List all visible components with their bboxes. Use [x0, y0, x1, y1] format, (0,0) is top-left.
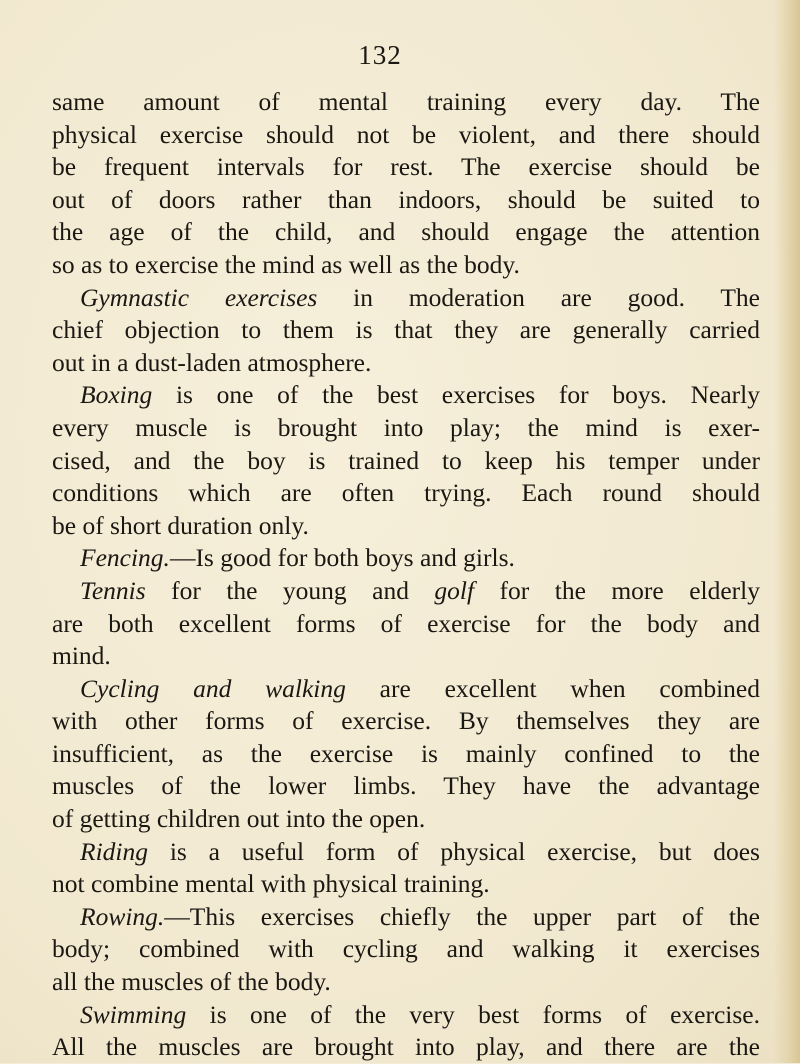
italic-term: Boxing — [80, 380, 153, 410]
text-run: be of short duration only. — [52, 510, 309, 540]
body-text — [52, 86, 760, 1064]
text-run: All the muscles are brought into play, and there are the — [52, 1032, 760, 1062]
text-run: for the more elderly — [474, 575, 760, 605]
text-run: all the muscles of the body. — [52, 967, 331, 997]
text-line — [52, 999, 760, 1032]
text-run: body; combined with cycling and walking it exercises — [52, 934, 760, 964]
text-line — [52, 216, 760, 249]
text-run: same amount of mental training every day. The — [52, 87, 760, 116]
text-line — [52, 770, 760, 803]
text-line — [52, 868, 760, 901]
text-line — [52, 966, 760, 999]
italic-term: Rowing. — [80, 901, 165, 931]
text-line — [52, 575, 760, 608]
text-line — [52, 608, 760, 641]
text-line — [52, 477, 760, 510]
page-edge-shadow — [774, 0, 800, 1063]
text-run: so as to exercise the mind as well as the body. — [52, 249, 520, 279]
text-run: insufficient, as the exercise is mainly confined to the — [52, 738, 760, 768]
text-run: cised, and the boy is trained to keep his temper under — [52, 445, 760, 475]
text-run: are both excellent forms of exercise for the body and — [52, 608, 760, 638]
text-line — [52, 510, 760, 543]
italic-term: Cycling and walking — [80, 673, 346, 703]
text-line — [52, 119, 760, 152]
text-line — [52, 249, 760, 282]
text-run: chief objection to them is that they are generally carried — [52, 315, 760, 345]
text-run: not combine mental with physical training. — [52, 869, 490, 899]
text-run: every muscle is brought into play; the mind is exer- — [52, 412, 760, 442]
text-line — [52, 184, 760, 217]
text-line — [52, 640, 760, 673]
text-run: are excellent when combined — [345, 673, 760, 703]
text-line — [52, 86, 760, 119]
text-line — [52, 314, 760, 347]
text-line — [52, 705, 760, 738]
italic-term: Swimming — [80, 999, 187, 1029]
text-run: with other forms of exercise. By themselves they are — [52, 706, 760, 736]
italic-term: golf — [434, 575, 475, 605]
text-run: physical exercise should not be violent, and there should — [52, 119, 760, 149]
italic-term: Gymnastic exercises — [80, 282, 318, 312]
italic-term: Tennis — [80, 575, 146, 605]
italic-term: Fencing. — [80, 543, 170, 573]
text-run: —This exercises chiefly the upper part of the — [164, 901, 760, 931]
text-line — [52, 542, 760, 575]
text-line — [52, 1031, 760, 1064]
text-line — [52, 379, 760, 412]
text-run: the age of the child, and should engage the attention — [52, 217, 760, 247]
text-run: is a useful form of physical exercise, but does — [148, 836, 760, 866]
text-line — [52, 347, 760, 380]
text-line — [52, 412, 760, 445]
text-line — [52, 673, 760, 706]
page-number: 132 — [358, 40, 402, 70]
text-run: conditions which are often trying. Each round should — [52, 478, 760, 508]
text-run: of getting children out into the open. — [52, 804, 426, 834]
text-line — [52, 282, 760, 315]
italic-term: Riding — [80, 836, 148, 866]
text-run: out of doors rather than indoors, should be suited to — [52, 184, 760, 214]
text-run: be frequent intervals for rest. The exercise should be — [52, 152, 760, 182]
text-run: muscles of the lower limbs. They have the advantage — [52, 771, 760, 801]
text-run: is one of the very best forms of exercise. — [186, 999, 760, 1029]
text-line — [52, 836, 760, 869]
text-line — [52, 933, 760, 966]
text-run: for the young and — [145, 575, 435, 605]
text-run: is one of the best exercises for boys. Nearly — [152, 380, 760, 410]
text-line — [52, 803, 760, 836]
text-line — [52, 901, 760, 934]
text-run: in moderation are good. The — [317, 282, 760, 312]
text-line — [52, 445, 760, 478]
text-line — [52, 151, 760, 184]
text-run: mind. — [52, 641, 111, 671]
text-run: —Is good for both boys and girls. — [169, 543, 515, 573]
text-line — [52, 738, 760, 771]
text-run: out in a dust-laden atmosphere. — [52, 347, 372, 377]
